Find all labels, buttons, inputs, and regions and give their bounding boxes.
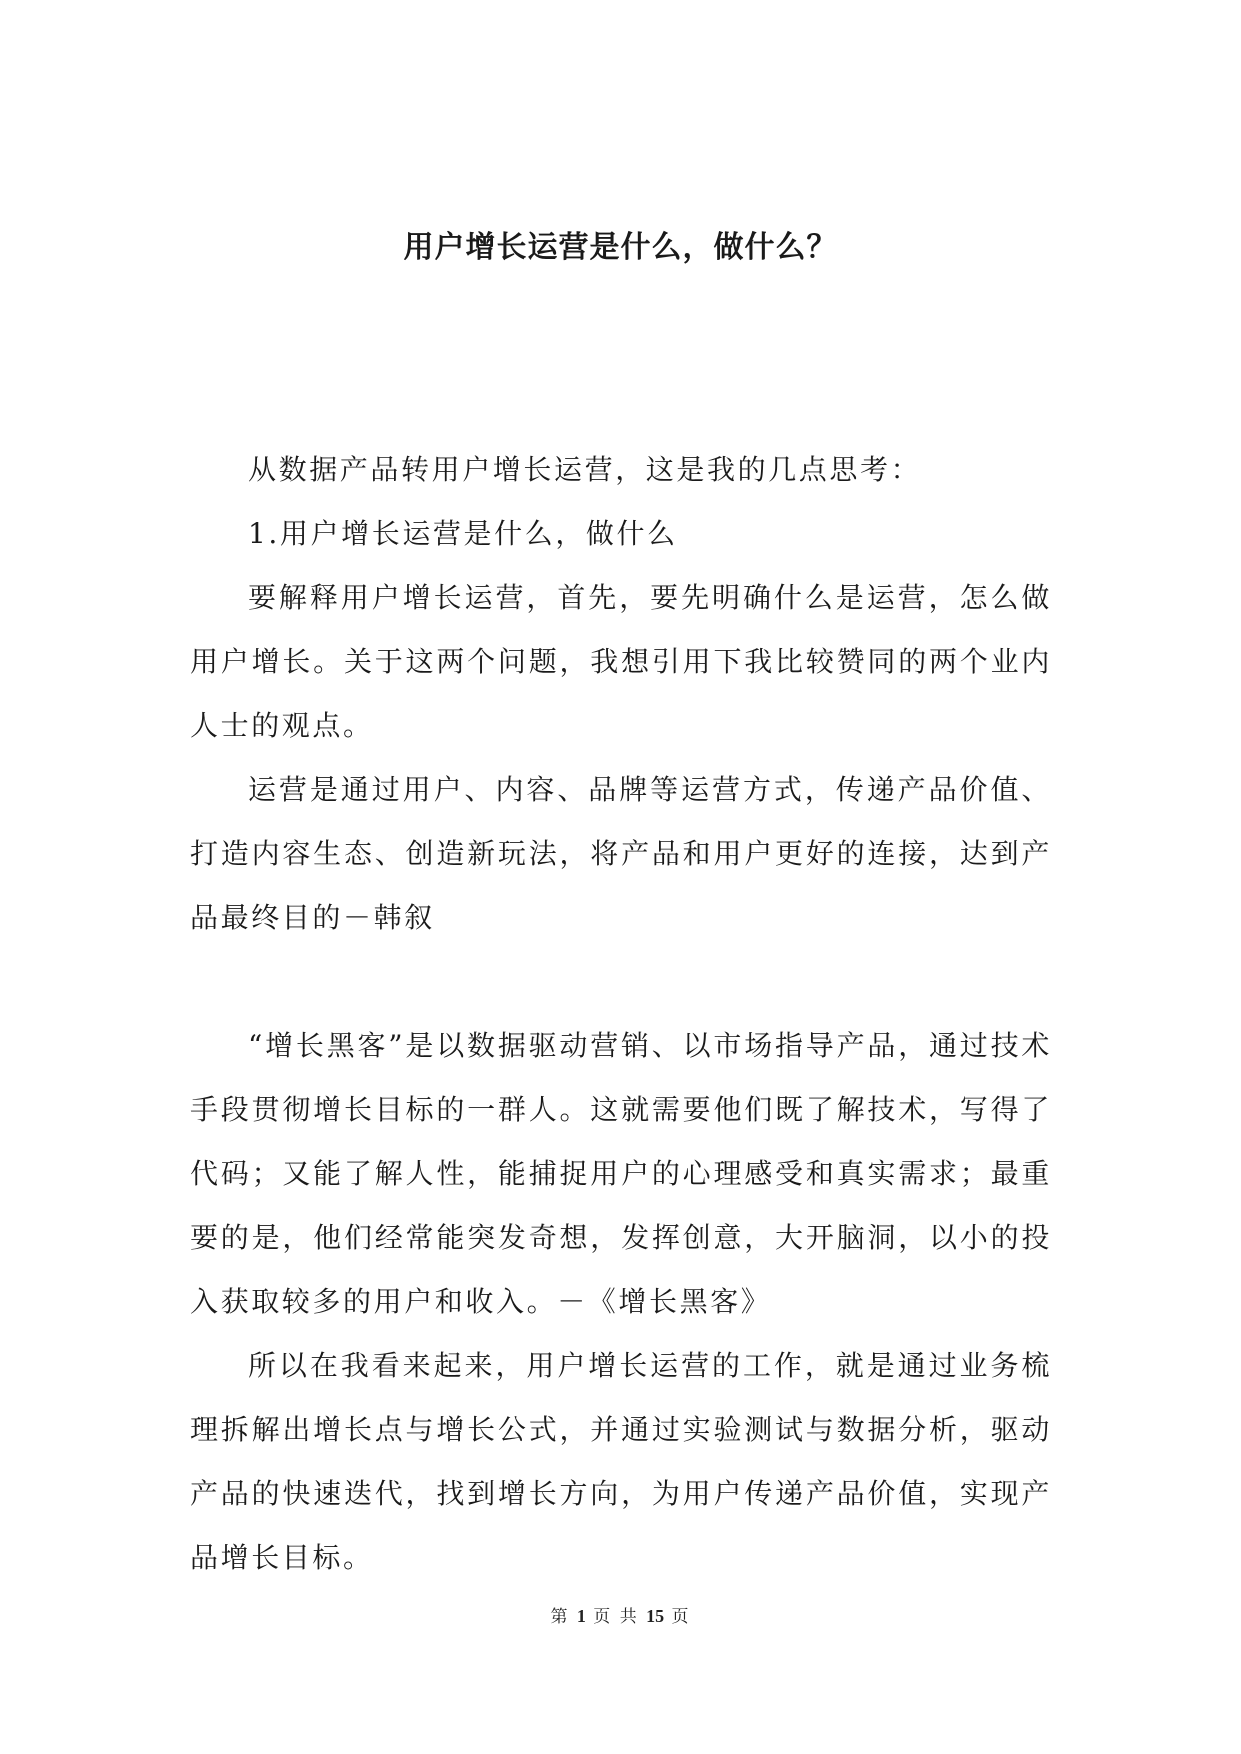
document-title: 用户增长运营是什么，做什么？	[403, 230, 838, 265]
footer-current-page: 1	[576, 1606, 586, 1626]
footer-suffix: 页	[671, 1607, 691, 1627]
paragraph-conclusion: 所以在我看来起来，用户增长运营的工作，就是通过业务梳理拆解出增长点与增长公式，并通过实验测试与数据分析，驱动产品的快速迭代，找到增长方向，为用户传递产品价值，实现产品增长目标。	[190, 1349, 1052, 1574]
paragraph-blank	[190, 950, 1052, 1014]
paragraph-quote-growth-hacker: “增长黑客”是以数据驱动营销、以市场指导产品，通过技术手段贯彻增长目标的一群人。这就需要他们既了解技术，写得了代码；又能了解人性，能捕捉用户的心理感受和真实需求；最重要的是，他们经常能突发奇想，发挥创意，大开脑洞，以小的投入获取较多的用户和收入。－《增长黑客》	[190, 1029, 1052, 1318]
paragraph-intro: 从数据产品转用户增长运营，这是我的几点思考：	[248, 453, 922, 486]
footer-middle: 页 共	[593, 1607, 639, 1627]
paragraph-heading-1: 1.用户增长运营是什么，做什么	[248, 517, 678, 550]
footer-total-pages: 15	[646, 1606, 665, 1626]
document-body	[190, 438, 1052, 1590]
page-footer	[0, 1604, 1241, 1629]
paragraph-quote-hanxu: 运营是通过用户、内容、品牌等运营方式，传递产品价值、打造内容生态、创造新玩法，将产品和用户更好的连接，达到产品最终目的－韩叙	[190, 773, 1052, 934]
footer-prefix: 第	[550, 1607, 570, 1627]
paragraph-explain: 要解释用户增长运营，首先，要先明确什么是运营，怎么做用户增长。关于这两个问题，我想引用下我比较赞同的两个业内人士的观点。	[190, 581, 1052, 742]
